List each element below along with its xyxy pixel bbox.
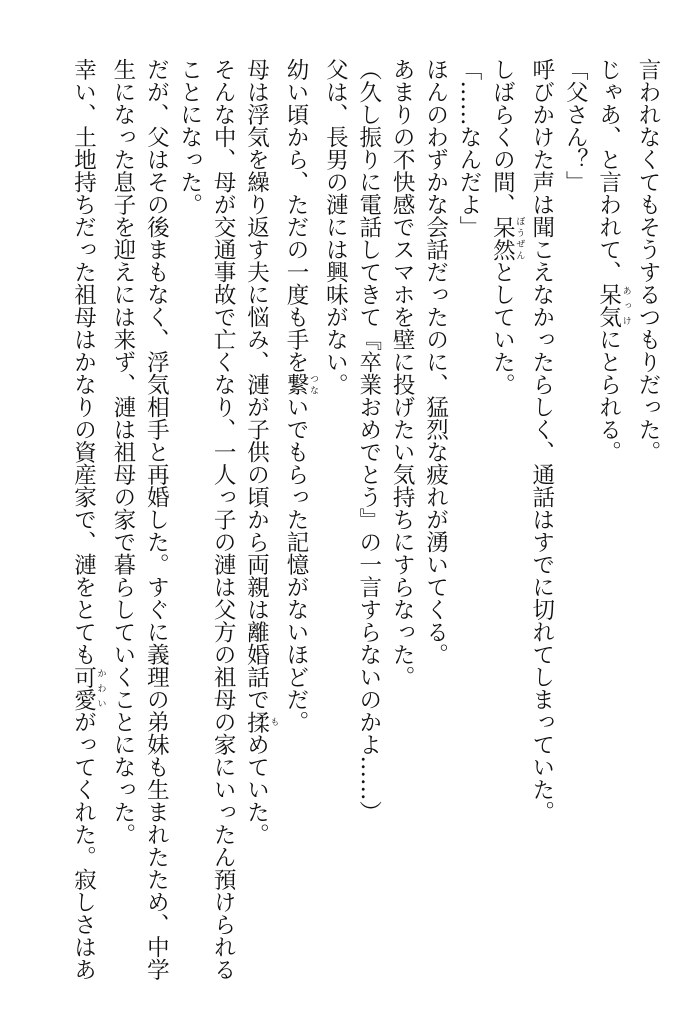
vertical-text-body <box>66 58 664 981</box>
text-column <box>524 58 557 958</box>
ruby-base: 呆然 <box>489 215 516 261</box>
ruby-base: 繋 <box>282 373 309 396</box>
text-segment: 「……なんだよ」 <box>455 58 482 238</box>
furigana: つな <box>307 373 318 396</box>
text-segment: 「父さん？」 <box>562 58 589 193</box>
text-column <box>452 58 485 958</box>
text-column <box>318 58 351 958</box>
text-segment: あまりの不快感でスマホを壁に投げたい気持ちにすらなった。 <box>389 58 416 688</box>
text-column <box>591 58 630 958</box>
text-segment: 母は浮気を繰り返す夫に悩み、漣が子供の頃から両親は離婚話で <box>243 58 270 711</box>
furigana: も <box>268 710 279 733</box>
text-column <box>279 58 318 958</box>
text-segment: 幼い頃から、ただの一度も手を <box>282 58 309 373</box>
furigana: ぼうぜん <box>514 215 525 261</box>
text-column <box>139 58 172 981</box>
text-segment: 言われなくてもそうするつもりだった。 <box>635 58 661 463</box>
ruby-base: 可愛 <box>70 665 97 711</box>
text-column <box>66 58 106 981</box>
text-column <box>206 58 239 981</box>
text-segment: そんな中、母が交通事故で亡くなり、一人っ子の漣は父方の祖母の家にいったん預けられる <box>210 58 237 981</box>
text-segment: 生になった息子を迎えには来ず、漣は祖母の家で暮らしていくことになった。 <box>109 58 136 846</box>
text-segment: じゃあ、と言われて、 <box>595 58 622 283</box>
furigana: かわい <box>95 665 106 711</box>
text-segment: ほんのわずかな会話だったのに、猛烈な疲れが湧いてくる。 <box>422 58 449 666</box>
ruby-base: 揉 <box>243 710 270 733</box>
text-column <box>351 58 384 958</box>
text-column <box>418 58 451 958</box>
ruby-word <box>282 373 318 396</box>
text-column <box>106 58 139 958</box>
text-segment: しばらくの間、 <box>489 58 516 216</box>
text-column <box>631 58 664 958</box>
text-segment: がってくれた。寂しさはあ <box>70 710 97 981</box>
text-column <box>172 58 205 958</box>
text-column <box>558 58 591 958</box>
text-column <box>239 58 278 958</box>
text-column <box>385 58 418 958</box>
text-segment: 呼びかけた声は聞こえなかったらしく、通話はすでに切れてしまっていた。 <box>528 58 555 823</box>
text-segment: にとられる。 <box>595 328 622 463</box>
text-segment: いでもらった記憶がないほどだ。 <box>282 395 309 733</box>
text-segment: としていた。 <box>489 260 516 396</box>
ruby-word <box>489 215 525 261</box>
ruby-word <box>595 283 631 328</box>
ruby-base: 呆気 <box>595 283 622 328</box>
text-segment: 父は、長男の漣には興味がない。 <box>322 58 349 396</box>
furigana: あっけ <box>620 283 631 328</box>
ruby-word <box>243 710 279 734</box>
text-segment: （久し振りに電話してきて『卒業おめでとう』の一言すらないのかよ……） <box>355 58 382 823</box>
text-segment: ことになった。 <box>176 58 203 216</box>
text-segment: 幸い、土地持ちだった祖母はかなりの資産家で、漣をとても <box>70 58 97 666</box>
text-segment: だが、父はその後まもなく、浮気相手と再婚した。すぐに義理の弟妹も生まれたため、中学 <box>143 58 170 981</box>
ruby-word <box>70 665 106 711</box>
text-segment: めていた。 <box>243 733 270 846</box>
text-column <box>485 58 524 958</box>
